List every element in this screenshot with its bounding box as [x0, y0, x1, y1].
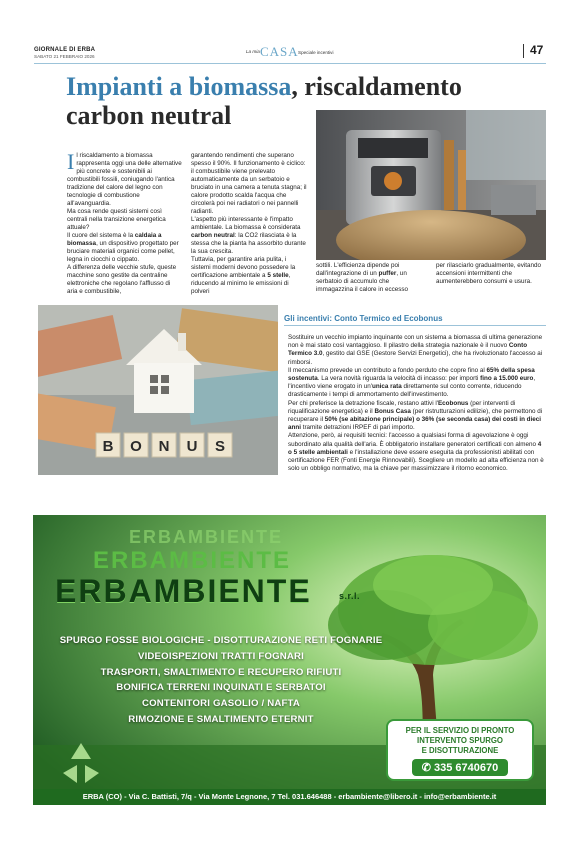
phone-icon: ✆	[421, 762, 435, 774]
service-item: BONIFICA TERRENI INQUINATI E SERBATOI	[116, 682, 326, 694]
col1-p1: l riscaldamento a biomassa rappresenta oggi una delle alternative più concrete e sostenibili ai combustibili fossili, coniugando l'antica tradizione del calore del legno con tecnologie di combustione all'avanguardia.	[67, 152, 182, 207]
box-bold: Ecobonus	[437, 399, 469, 407]
page-number: 47	[530, 43, 544, 57]
col2-p3b: 5 stelle	[267, 272, 289, 279]
cta-line: INTERVENTO SPURGO	[417, 736, 503, 745]
col1-p3a: Il cuore del sistema è la	[67, 232, 135, 239]
section-name: CASA	[260, 44, 299, 59]
incentives-heading: Gli incentivi: Conto Termico ed Ecobonus	[284, 314, 443, 323]
tile-letter: N	[158, 438, 170, 455]
brand-logo: ERBAMBIENTE	[55, 573, 312, 609]
box-bold: fino a 15.000 euro	[480, 375, 534, 383]
phone-number[interactable]	[412, 759, 509, 776]
box-bold: 50% (se abitazione principale) o 36% (se seconda casa) dei costi in dieci anni	[288, 416, 542, 432]
col2-p2c: : la CO2 rilasciata è la stessa che la pianta ha assorbito durante la sua crescita.	[191, 232, 306, 255]
cta-line: E DISOTTURAZIONE	[421, 746, 499, 755]
bonus-house-photo	[38, 305, 278, 475]
article-column-1	[67, 149, 182, 296]
col1-p3b: caldaia a biomassa	[67, 232, 162, 247]
box-text: Per chi preferisce la detrazione fiscale, restano attivi l'	[288, 399, 438, 407]
col3-rest: , un serbatoio di accumulo che immagazzina il calore in eccesso	[316, 270, 409, 293]
col3-bold: puffer	[378, 270, 397, 277]
service-item: VIDEOISPEZIONI TRATTI FOGNARI	[137, 650, 305, 662]
emergency-service-box	[386, 719, 534, 781]
box-bold: 4 o 5 stelle ambientali	[288, 440, 542, 456]
box-text: Il meccanismo prevede un contributo a fondo perduto che copre fino al	[288, 366, 487, 374]
section-prefix: La mia	[246, 49, 260, 54]
header-rule	[34, 63, 546, 64]
incentives-body	[288, 334, 544, 473]
bonus-illustration	[38, 305, 278, 475]
box-text: , gestito dal GSE (Gestore Servizi Energetici), che ha rivoluzionato l'accesso ai rimborsi.	[288, 350, 543, 366]
tile-letter: U	[186, 438, 198, 455]
cta-line: PER IL SERVIZIO DI PRONTO	[405, 726, 515, 735]
title-highlight: Impianti a biomassa	[66, 72, 292, 101]
brand-suffix: s.r.l.	[339, 591, 361, 601]
header-separator	[523, 44, 524, 58]
service-item: SPURGO FOSSE BIOLOGICHE - DISOTTURAZIONE RETI FOGNARIE	[59, 635, 383, 646]
section-logo	[246, 44, 366, 58]
box-text: e l'installazione deve essere eseguita da professionisti abilitati con certificazione FER (Fonti Energie Rinnovabili). Scegliere un modello ad alta efficienza non è solo un obbligo normativo, ma la chiave per massimizzare il ritorno economico.	[288, 448, 544, 473]
article-column-3	[316, 262, 424, 294]
title-rest: , riscaldamento carbon neutral	[66, 72, 462, 130]
phone-text: 335 6740670	[434, 762, 499, 774]
col2-p1: garantendo rendimenti che superano spesso il 90%. Il funzionamento è ciclico: il combustibile viene prelevato automaticamente da un serbatoio e bruciato in una camera a tenuta stagna; il calore prodotto scalda l'acqua che circolerà poi nei radiatori o nei pannelli radianti.	[191, 152, 307, 215]
tile-letter: S	[214, 438, 226, 455]
incentives-rule	[284, 325, 546, 326]
box-bold: Conto Termico 3.0	[288, 342, 528, 358]
dropcap: I	[67, 149, 75, 174]
box-text: , l'incentivo viene erogato in un'	[288, 375, 536, 391]
article-column-4	[436, 262, 546, 286]
col4-text: per rilasciarlo gradualmente, evitando accensioni intermittenti che aumenterebbero consumi e usura.	[436, 262, 542, 285]
ad-contact-footer: ERBA (CO) - Via C. Battisti, 7/q - Via Monte Legnone, 7 Tel. 031.646488 - erbambiente@libero.it - info@erbambiente.it	[33, 789, 546, 805]
box-text: . La vera novità riguarda la velocità di incasso: per importi	[317, 375, 481, 383]
col1-p2: Ma cosa rende questi sistemi così centrali nella transizione energetica attuale?	[67, 208, 166, 231]
col2-p3a: Tuttavia, per garantire aria pulita, i sistemi moderni devono possedere la certificazione ambientale a	[191, 256, 296, 279]
brand-logo-echo-2: ERBAMBIENTE	[93, 547, 292, 574]
biomass-boiler-photo	[316, 110, 546, 260]
issue-date: SABATO 21 FEBBRAIO 2026	[34, 54, 95, 59]
page-header	[34, 40, 546, 62]
col2-p2b: carbon neutral	[191, 232, 235, 239]
service-item: TRASPORTI, SMALTIMENTO E RECUPERO RIFIUTI	[100, 666, 342, 678]
col2-p2a: L'aspetto più interessante è l'impatto ambientale. La biomassa è considerata	[191, 216, 301, 231]
box-text: (per ristrutturazioni edilizie), che permettono di recuperare il	[288, 407, 543, 424]
bonus-tiles	[96, 433, 232, 457]
newspaper-name: GIORNALE DI ERBA	[34, 47, 96, 53]
box-text: (per interventi di riqualificazione energetica) e il	[288, 399, 516, 415]
section-subtitle: Speciale incentivi	[298, 50, 334, 55]
box-text: Sostituire un vecchio impianto inquinante con un sistema a biomassa di ultima generazione non è mai stato così vantaggioso. Il pilastro della strategia nazionale è il nuovo	[288, 334, 543, 350]
tile-letter: O	[130, 438, 142, 455]
box-text: direttamente sul conto corrente, riducendo drasticamente i tempi di ammortamento dell'investimento.	[288, 383, 522, 399]
box-text: Attenzione, però, ai requisiti tecnici: l'accesso a qualsiasi forma di agevolazione è oggi subordinato alla qualità dell'aria. È obbligatorio installare generatori certificati con almeno	[288, 432, 538, 448]
col1-p4: A differenza delle vecchie stufe, queste macchine sono gestite da centraline elettroniche che regolano l'afflusso di aria e combustibile,	[67, 264, 177, 295]
col3-text: sottili. L'efficienza dipende poi dall'integrazione di un	[316, 262, 400, 277]
box-bold: unica rata	[371, 383, 402, 391]
service-item: RIMOZIONE E SMALTIMENTO ETERNIT	[128, 713, 314, 725]
service-item: CONTENITORI GASOLIO / NAFTA	[141, 698, 300, 710]
services-list	[51, 633, 391, 728]
brand-logo-echo-1: ERBAMBIENTE	[129, 527, 284, 547]
box-text: tramite detrazioni IRPEF di pari importo.	[300, 424, 415, 432]
erbambiente-advertisement	[33, 515, 546, 805]
box-bold: Bonus Casa	[374, 407, 411, 415]
article-column-2	[191, 152, 307, 296]
col2-p3c: , riducendo al minimo le emissioni di polveri	[191, 272, 291, 295]
boiler-illustration	[316, 110, 546, 260]
col1-p3c: , un dispositivo progettato per bruciare materiali organici come pellet, legna in ciocchi o cippato.	[67, 240, 179, 263]
box-bold: 65% della spesa sostenuta	[288, 366, 535, 383]
tile-letter: B	[102, 438, 114, 455]
